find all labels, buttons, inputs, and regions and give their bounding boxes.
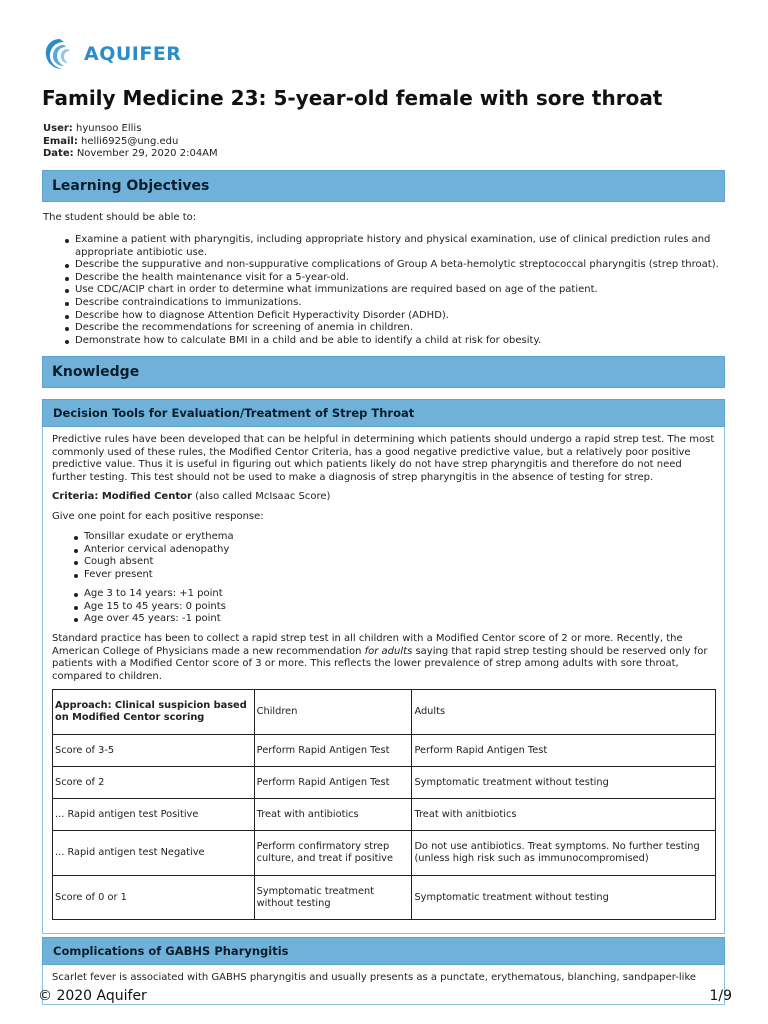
knowledge-title: Knowledge — [52, 364, 140, 380]
table-cell: Symptomatic treatment without testing — [412, 876, 716, 920]
date-value: November 29, 2020 2:04AM — [76, 148, 218, 159]
table-cell: Perform confirmatory strep culture, and treat if positive — [254, 831, 412, 876]
table-cell: Do not use antibiotics. Treat symptoms. No further testing (unless high risk such as immunocompromised) — [412, 831, 716, 876]
centor-finding-item: Cough absent — [71, 556, 471, 569]
learning-intro: The student should be able to: — [43, 212, 197, 223]
user-value: hyunsoo Ellis — [75, 123, 142, 134]
table-header-row — [53, 690, 716, 735]
page-number: 1/9 — [709, 988, 732, 1004]
aquifer-swirl-icon — [42, 36, 78, 72]
centor-finding-item: Anterior cervical adenopathy — [71, 544, 471, 557]
copyright-footer: © 2020 Aquifer — [38, 988, 147, 1004]
give-points-text: Give one point for each positive response: — [52, 511, 264, 522]
learning-objectives-list — [62, 234, 724, 347]
centor-finding-item: Tonsillar exudate or erythema — [71, 531, 471, 544]
email-label: Email: — [43, 135, 78, 147]
table-row — [53, 735, 716, 767]
criteria-note: (also called McIsaac Score) — [191, 491, 331, 502]
table-cell: Score of 3-5 — [53, 735, 255, 767]
table-row — [53, 767, 716, 799]
table-header-cell: Children — [254, 690, 412, 735]
learning-objective-item: Describe the suppurative and non-suppurative complications of Group A beta-hemolytic streptococcal pharyngitis (strep throat). — [62, 259, 724, 272]
table-row — [53, 876, 716, 920]
centor-finding-item: Fever present — [71, 569, 471, 582]
table-cell: Score of 0 or 1 — [53, 876, 255, 920]
email-value: helli6925@ung.edu — [81, 135, 179, 147]
table-cell: Treat with antibiotics — [254, 799, 412, 831]
criteria-line — [52, 491, 330, 504]
table-header-cell: Adults — [412, 690, 716, 735]
aquifer-logo — [42, 36, 181, 72]
complications-title: Complications of GABHS Pharyngitis — [53, 944, 289, 958]
knowledge-header — [42, 356, 725, 388]
table-row — [53, 831, 716, 876]
learning-objective-item: Describe how to diagnose Attention Deficit Hyperactivity Disorder (ADHD). — [62, 310, 724, 323]
date-label: Date: — [43, 148, 74, 159]
learning-objective-item: Describe the health maintenance visit for a 5-year-old. — [62, 272, 724, 285]
practice-text-a: Standard practice has been to collect a rapid strep test in all children with a Modified Centor score of 2 or more. Recently, the American College of Physicians made a new recommendation — [52, 633, 683, 657]
learning-objective-item: Use CDC/ACIP chart in order to determine what immunizations are required based on age of the patient. — [62, 284, 724, 297]
learning-objectives-header — [42, 170, 725, 202]
learning-objective-item: Demonstrate how to calculate BMI in a child and be able to identify a child at risk for obesity. — [62, 335, 724, 348]
learning-objective-item: Examine a patient with pharyngitis, including appropriate history and physical examination, use of clinical prediction rules and appropriate antibiotic use. — [62, 234, 724, 259]
table-cell: Symptomatic treatment without testing — [412, 767, 716, 799]
centor-age-item: Age 3 to 14 years: +1 point — [71, 588, 471, 601]
learning-objective-item: Describe contraindications to immunizations. — [62, 297, 724, 310]
logo-text: AQUIFER — [84, 43, 182, 65]
table-header-cell: Approach: Clinical suspicion based on Modified Centor scoring — [53, 690, 255, 735]
standard-practice-paragraph — [52, 633, 716, 683]
practice-text-b: saying that rapid strep testing should be reserved only for patients with a Modified Centor score of 3 or more. This reflects the lower prevalence of strep among adults with sore throat, compared to children. — [52, 645, 708, 682]
criteria-bold: Criteria: Modified Centor — [52, 491, 192, 502]
user-meta — [43, 123, 218, 161]
decision-tools-title: Decision Tools for Evaluation/Treatment of Strep Throat — [53, 406, 415, 420]
centor-approach-table — [52, 689, 716, 920]
centor-age-item: Age 15 to 45 years: 0 points — [71, 601, 471, 614]
table-cell: Perform Rapid Antigen Test — [254, 735, 412, 767]
complications-header — [42, 937, 725, 965]
table-cell: ... Rapid antigen test Negative — [53, 831, 255, 876]
learning-objectives-title: Learning Objectives — [52, 178, 210, 194]
table-cell: Score of 2 — [53, 767, 255, 799]
table-cell: Perform Rapid Antigen Test — [412, 735, 716, 767]
centor-ages-list — [71, 588, 471, 626]
complications-text: Scarlet fever is associated with GABHS pharyngitis and usually presents as a punctate, erythematous, blanching, sandpaper-like — [52, 972, 697, 983]
learning-objective-item: Describe the recommendations for screening of anemia in children. — [62, 322, 724, 335]
table-cell: ... Rapid antigen test Positive — [53, 799, 255, 831]
user-label: User: — [43, 123, 73, 134]
centor-findings-list — [71, 531, 471, 581]
centor-age-item: Age over 45 years: -1 point — [71, 613, 471, 626]
table-row — [53, 799, 716, 831]
practice-emphasis: for adults — [364, 645, 413, 657]
decision-intro-paragraph: Predictive rules have been developed that can be helpful in determining which patients should undergo a rapid strep test. The most commonly used of these rules, the Modified Centor Criteria, has a good negative predictive value, but a relatively poor positive predictive value. Thus it is useful in figuring out which patients likely do not have strep pharyngitis and therefore do not need further testing. This test should not be used to make a diagnosis of strep pharyngitis in the absence of testing for strep. — [52, 434, 715, 483]
table-cell: Treat with anitbiotics — [412, 799, 716, 831]
table-cell: Symptomatic treatment without testing — [254, 876, 412, 920]
page-title: Family Medicine 23: 5-year-old female with sore throat — [42, 86, 663, 110]
table-cell: Perform Rapid Antigen Test — [254, 767, 412, 799]
decision-tools-header — [42, 399, 725, 427]
